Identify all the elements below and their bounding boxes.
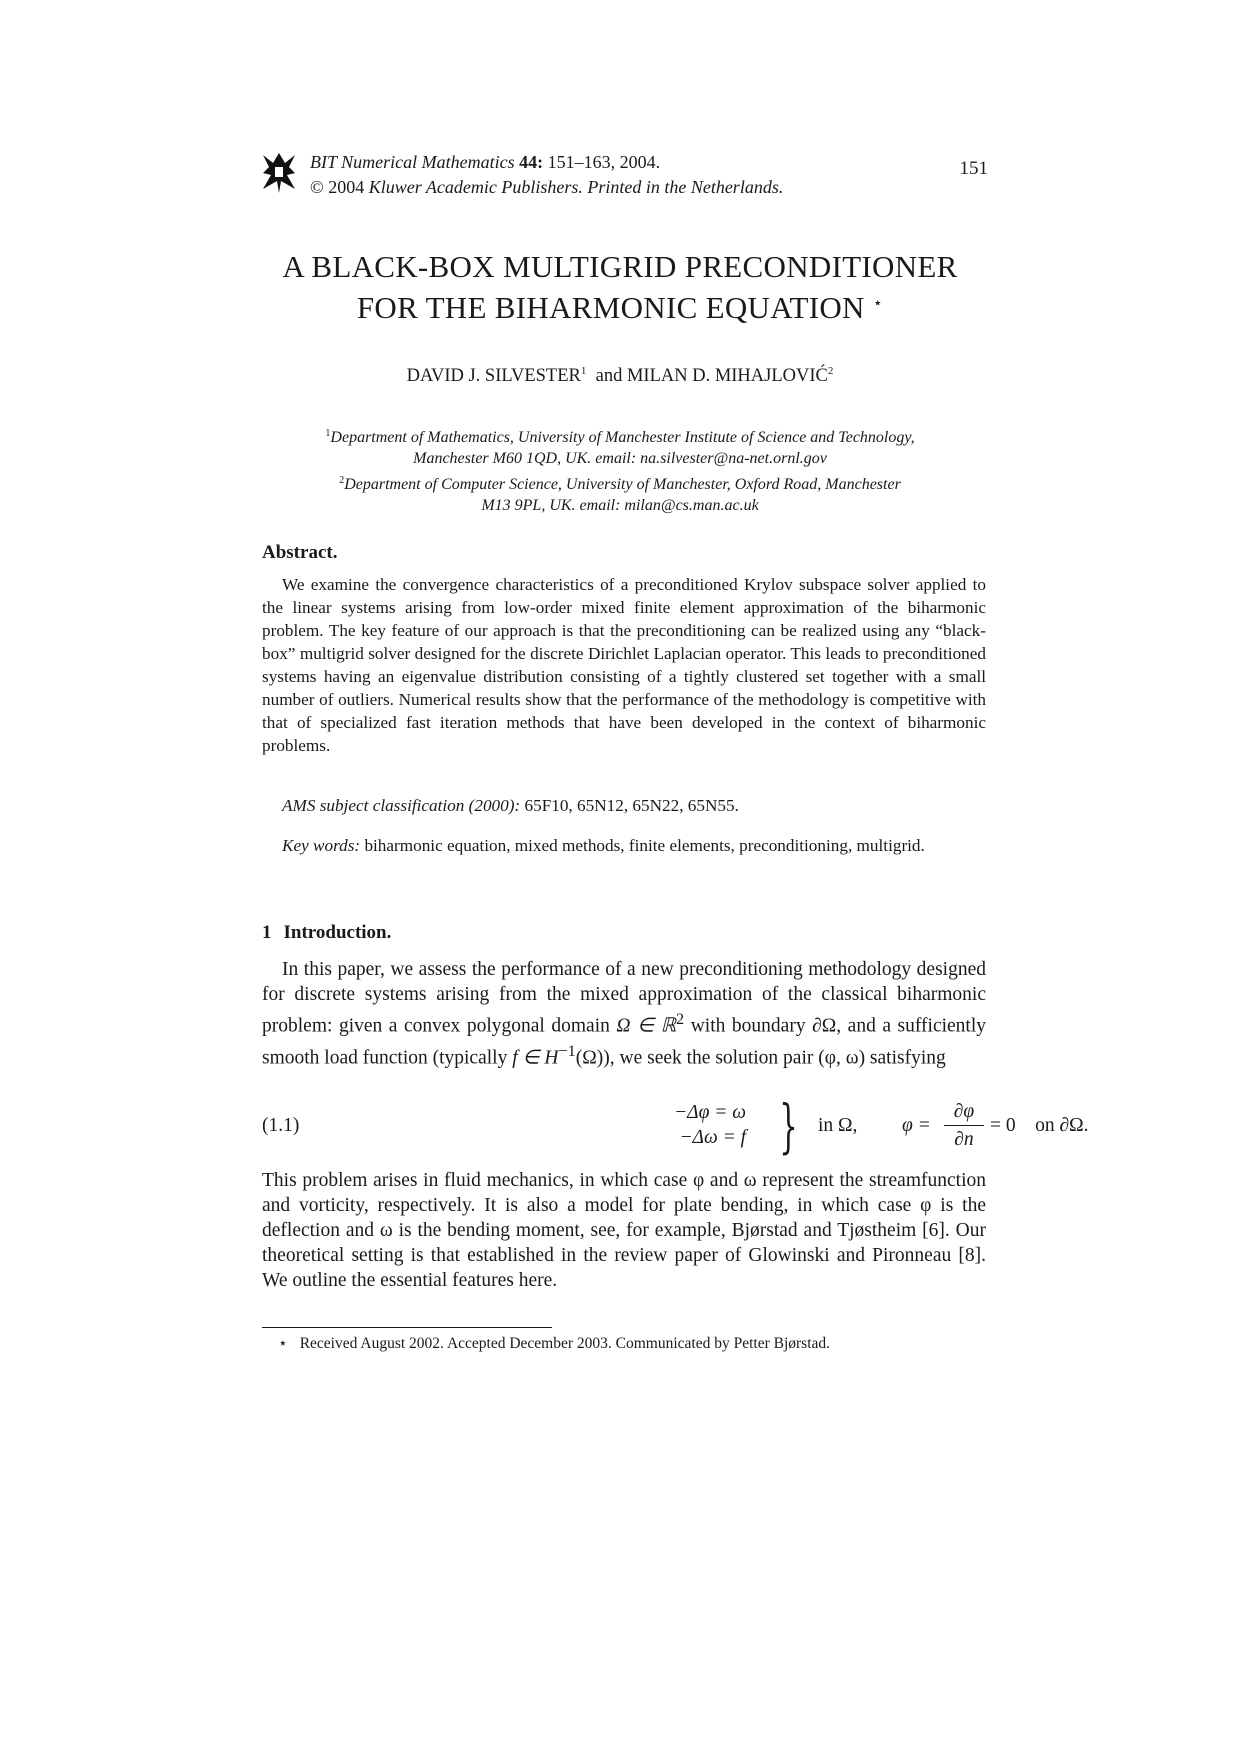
fraction-numerator: ∂φ: [953, 1101, 975, 1122]
equation-boundary: = 0 on ∂Ω.: [990, 1115, 1089, 1136]
ams-label: AMS subject classification (2000):: [282, 796, 521, 815]
keywords: [262, 834, 986, 857]
author-1: DAVID J. SILVESTER: [406, 366, 581, 386]
keywords-label: Key words:: [282, 836, 361, 855]
printed-in: Printed in the Netherlands.: [587, 177, 784, 197]
abstract-heading: Abstract.: [262, 542, 338, 563]
affiliation-2: [250, 470, 990, 516]
publisher-logo-icon: [261, 151, 297, 193]
journal-line-2: [310, 175, 870, 200]
author-joiner: and: [595, 366, 623, 386]
title-line-2-wrap: [200, 285, 1040, 326]
journal-pages-year: 151–163, 2004.: [547, 152, 661, 172]
intro-text-c: (Ω)), we seek the solution pair (φ, ω) satisfying: [575, 1047, 946, 1068]
affiliation-2-line-1: Department of Computer Science, University of Manchester, Oxford Road, Manchester: [344, 476, 901, 493]
equation-phi: φ =: [902, 1115, 931, 1136]
intro-text-b: with boundary ∂Ω, and a sufficiently smooth load function (typically: [262, 1015, 987, 1068]
journal-citation: [310, 150, 870, 200]
ams-classification: [282, 796, 986, 816]
section-title: Introduction.: [283, 922, 392, 943]
affiliation-2-mark: 2: [339, 475, 345, 486]
author-list: [200, 365, 1040, 387]
copyright-year: 2004: [328, 177, 365, 197]
equation-domain: in Ω,: [818, 1115, 858, 1136]
page-number: 151: [959, 158, 988, 179]
copyright-symbol: ©: [310, 177, 324, 197]
title-line-2: FOR THE BIHARMONIC EQUATION: [356, 290, 865, 325]
intro-domain-exponent: 2: [676, 1010, 685, 1028]
journal-line-1: [310, 150, 870, 175]
paper-title: [200, 248, 1040, 326]
affiliation-1-line-1: Department of Mathematics, University of Manchester Institute of Science and Technology,: [330, 429, 915, 446]
footnote-mark: ⋆: [278, 1335, 288, 1352]
author-1-mark: 1: [580, 365, 587, 377]
intro-domain: Ω ∈ ℝ: [616, 1015, 677, 1037]
footnote-text: Received August 2002. Accepted December 2003. Communicated by Petter Bjørstad.: [299, 1335, 831, 1352]
after-equation-paragraph: This problem arises in fluid mechanics, in which case φ and ω represent the streamfunction and vorticity, respectively. It is also a model for plate bending, in which case φ is the deflection and ω is the bending moment, see, for example, Bjørstad and Tjøstheim [6]. Our theoretical setting is that established in the review paper of Glowinski and Pironneau [8]. We outline the essential features here.: [262, 1170, 986, 1291]
equation-line-1: −Δφ = ω: [674, 1102, 747, 1123]
journal-volume: 44:: [519, 152, 544, 172]
intro-load: f ∈ H: [512, 1047, 559, 1068]
publisher-name: Kluwer Academic Publishers.: [368, 177, 583, 197]
fraction-denominator: ∂n: [954, 1129, 974, 1150]
author-2-mark: 2: [827, 365, 834, 377]
equation-system: [674, 1100, 746, 1150]
affiliation-2-line-2: M13 9PL, UK. email: milan@cs.man.ac.uk: [481, 497, 759, 514]
title-footnote-mark: ⋆: [872, 295, 884, 312]
section-number: 1: [262, 922, 272, 943]
equation-line-2: −Δω = f: [679, 1127, 747, 1148]
section-heading: [262, 922, 391, 944]
affiliation-1-mark: 1: [325, 428, 331, 439]
affiliation-1: [250, 423, 990, 469]
equation-tag: (1.1): [262, 1115, 300, 1136]
keywords-text: biharmonic equation, mixed methods, finite elements, preconditioning, multigrid.: [364, 836, 925, 855]
ams-codes: 65F10, 65N12, 65N22, 65N55.: [524, 796, 739, 815]
affiliation-1-line-2: Manchester M60 1QD, UK. email: na.silvester@na-net.ornl.gov: [413, 450, 827, 467]
intro-paragraph: [262, 957, 986, 1070]
intro-load-exponent: −1: [558, 1041, 576, 1060]
footnote: [278, 1334, 998, 1353]
equation-1-1: [262, 1092, 1089, 1168]
abstract-text: We examine the convergence characteristics of a preconditioned Krylov subspace solver applied to the linear systems arising from low-order mixed finite element approximation of the biharmonic problem. The key feature of our approach is that the preconditioning can be realized using any “black-box” multigrid solver designed for the discrete Dirichlet Laplacian operator. This leads to preconditioned systems having an eigenvalue distribution consisting of a tightly clustered set together with a small number of outliers. Numerical results show that the performance of the methodology is competitive with that of specialized fast iteration methods that have been developed in the context of biharmonic problems.: [262, 575, 986, 755]
intro-text-a: In this paper, we assess the performance of a new preconditioning methodology designed for discrete systems arising from the mixed approximation of the classical biharmonic problem: given a convex polygonal domain: [262, 959, 986, 1037]
affiliation-2-line-1-wrap: [250, 470, 990, 495]
journal-name: BIT Numerical Mathematics: [310, 152, 515, 172]
title-line-1: A BLACK-BOX MULTIGRID PRECONDITIONER: [282, 249, 958, 284]
equation-fraction: [944, 1098, 984, 1153]
affiliation-1-line-1-wrap: [250, 423, 990, 448]
footnote-rule: [262, 1327, 552, 1328]
author-2: MILAN D. MIHAJLOVIĆ: [626, 366, 828, 386]
right-brace-icon: }: [779, 1092, 798, 1160]
